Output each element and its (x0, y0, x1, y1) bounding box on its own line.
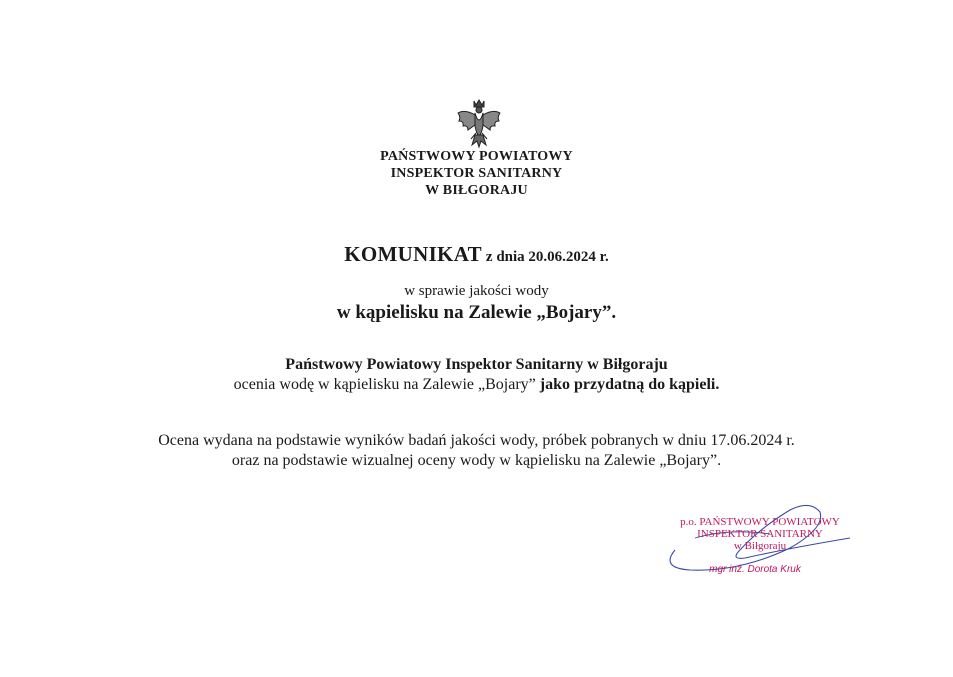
title-word: KOMUNIKAT (344, 242, 482, 266)
stamp-line-1: p.o. PAŃSTWOWY POWIATOWY (680, 516, 840, 528)
stamp-line-2: INSPEKTOR SANITARNY (697, 528, 823, 540)
regarding-line: w sprawie jakości wody (404, 283, 549, 299)
issuer-header (0, 148, 953, 199)
inspector-line: Państwowy Powiatowy Inspektor Sanitarny w Biłgoraju (285, 356, 668, 373)
stamp-line-3: w Biłgoraju (733, 540, 787, 552)
subject-line: w kąpielisku na Zalewie „Bojary”. (336, 302, 617, 323)
polish-eagle-icon (455, 97, 503, 151)
basis-line-2: oraz na podstawie wizualnej oceny wody w kąpielisku na Zalewie „Bojary”. (231, 452, 722, 469)
announcement-title (0, 242, 953, 267)
issuer-line-3: W BIŁGORAJU (425, 183, 528, 198)
issuer-line-1: PAŃSTWOWY POWIATOWY (380, 149, 573, 164)
assessment-text: ocenia wodę w kąpielisku na Zalewie „Bojary” (233, 376, 536, 393)
title-date: z dnia 20.06.2024 r. (485, 249, 609, 265)
basis-line-1: Ocena wydana na podstawie wyników badań jakości wody, próbek pobranych w dniu 17.06.2024 r. (158, 432, 795, 449)
assessment-line (0, 376, 953, 394)
assessment-verdict: jako przydatną do kąpieli. (539, 376, 720, 393)
issuer-line-2: INSPEKTOR SANITARNY (390, 166, 563, 181)
stamp-signatory: mgr inż. Dorota Kruk (709, 564, 801, 575)
